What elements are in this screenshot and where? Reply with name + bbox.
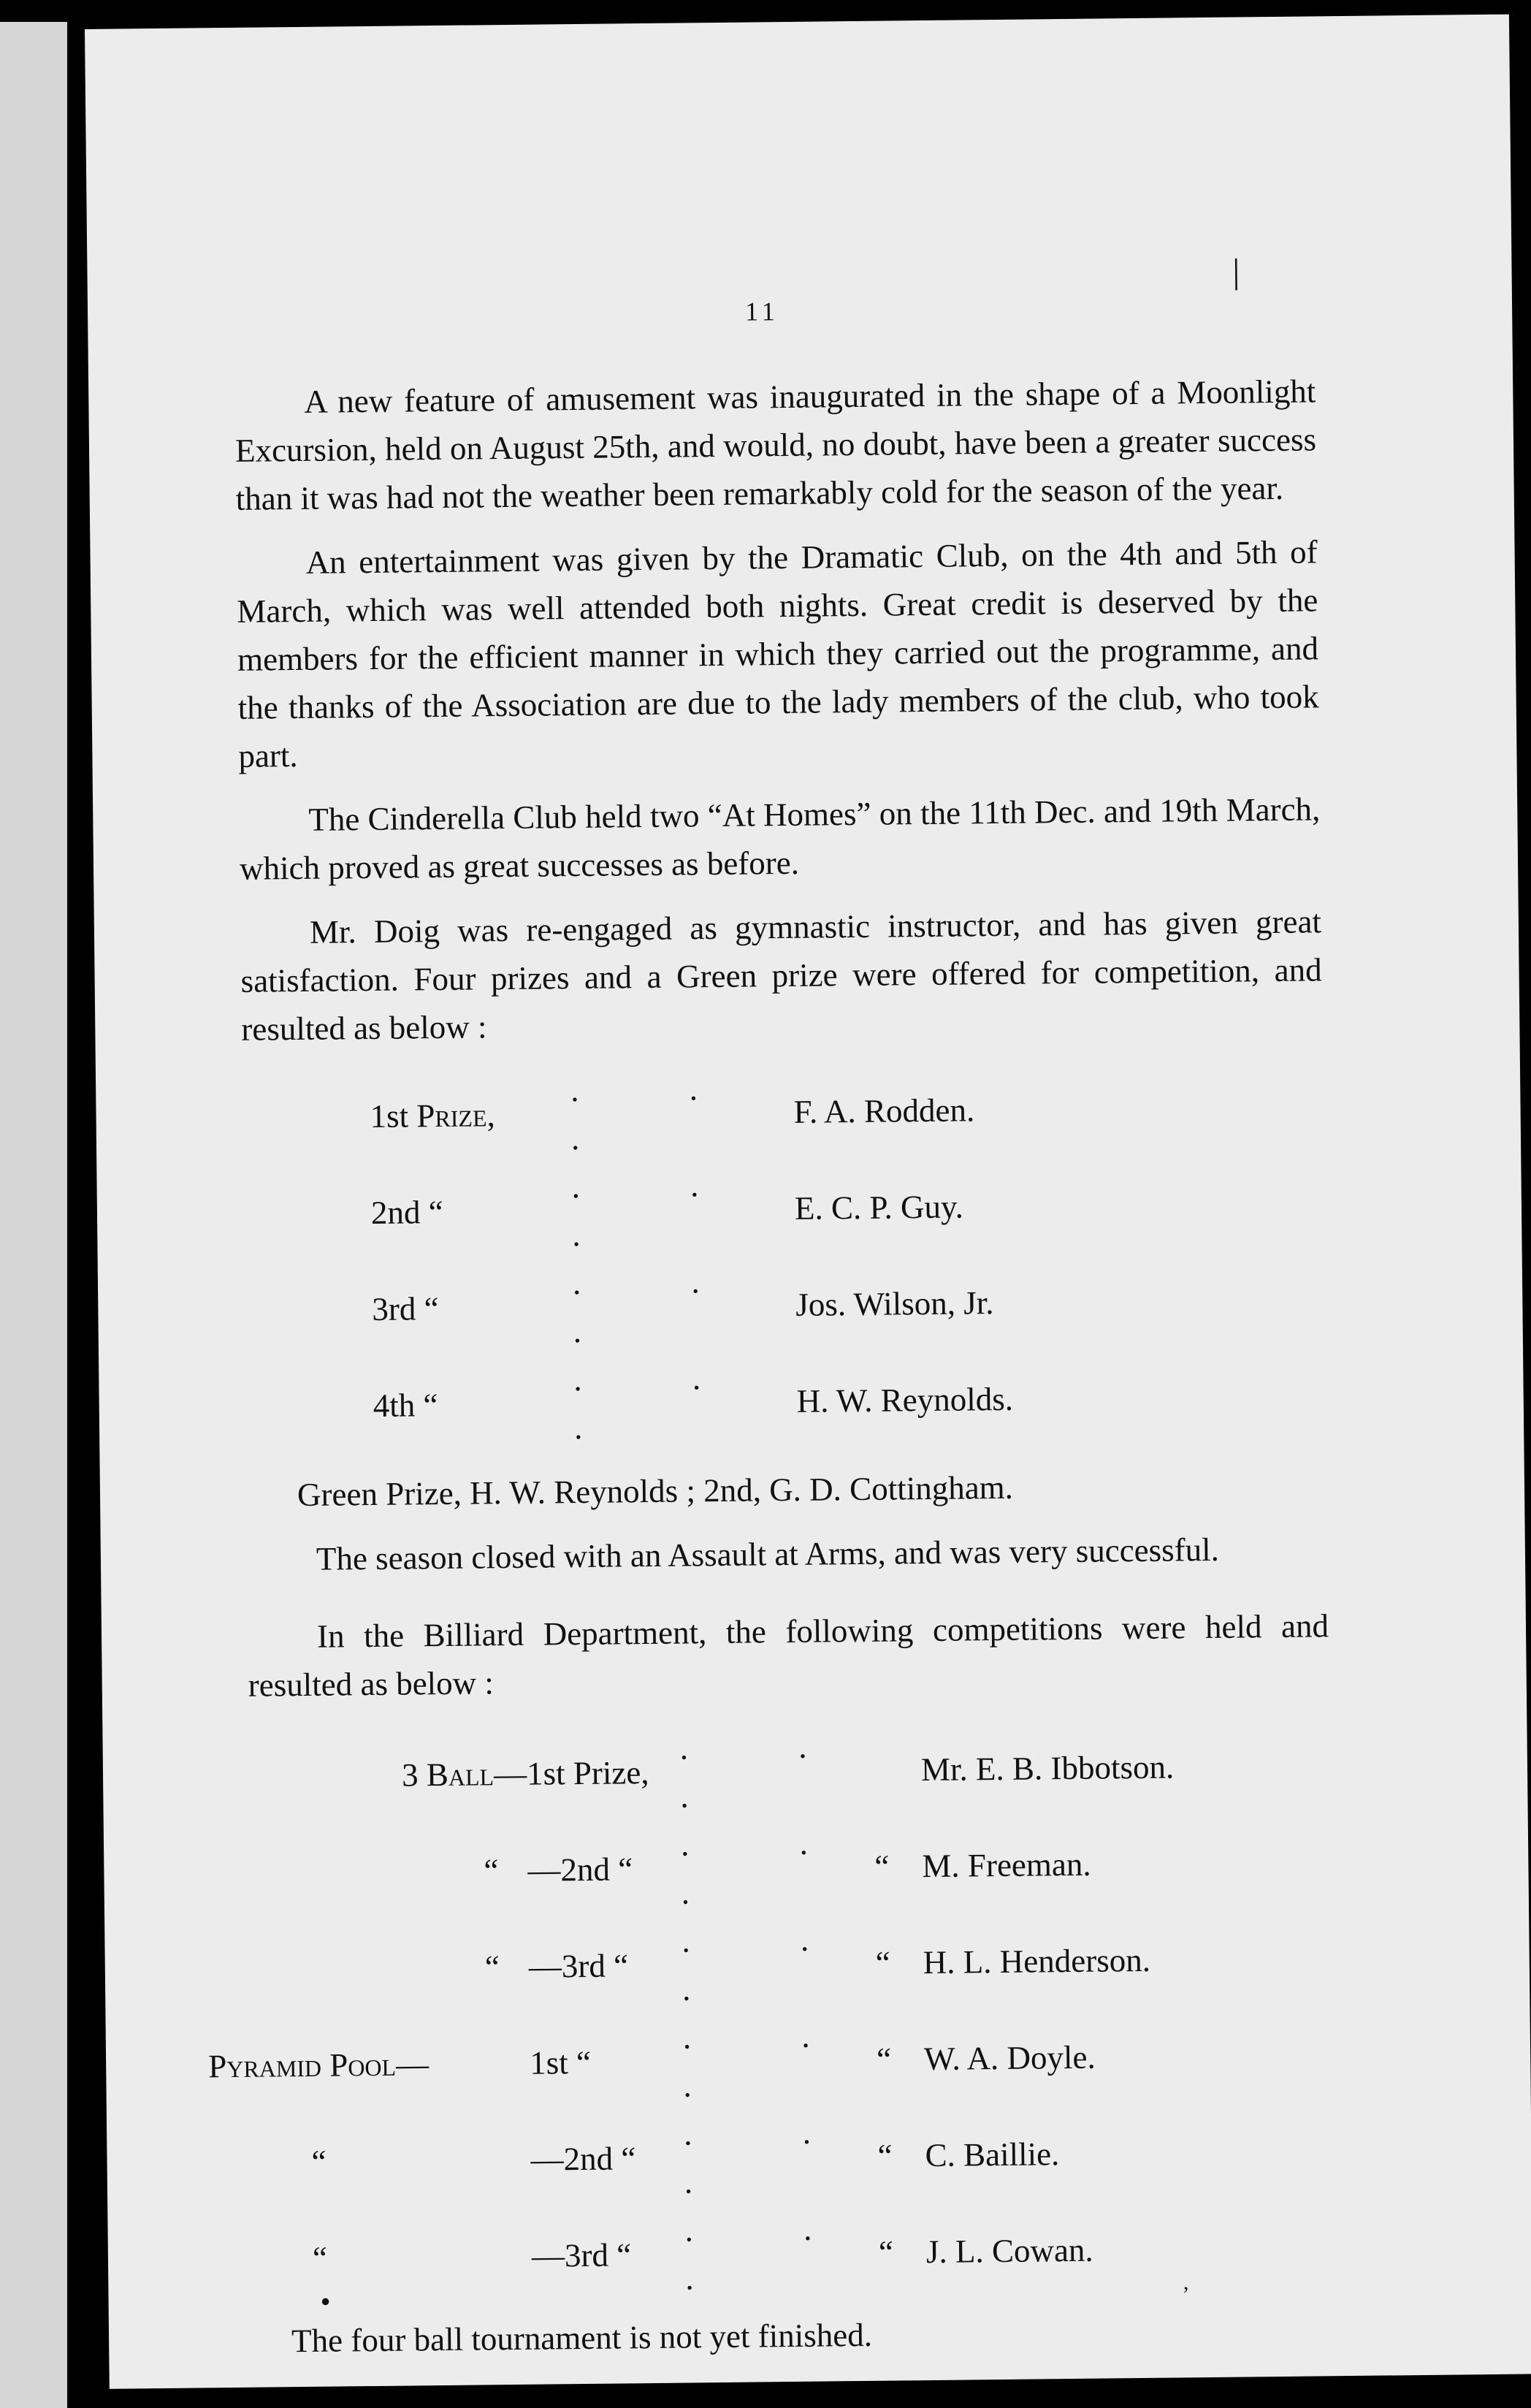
billiard-category: “	[484, 1852, 499, 1889]
leader-dots: . . .	[573, 1359, 752, 1447]
ditto-mark: “	[878, 2233, 894, 2271]
stray-mark-tick: ’	[1182, 2282, 1190, 2307]
prize-label: “	[428, 1193, 443, 1231]
billiard-category: “	[311, 2143, 327, 2180]
billiard-place: —3rd “	[531, 2236, 632, 2274]
paragraph-dramatic-club: An entertainment was given by the Dramatic Club, on the 4th and 5th of March, which was well attended both nights. Great credit is deserved by the members for the efficient manner in which they carried out the programme, and the thanks of the Association are due to the lady members of the club, who took part.	[237, 533, 1319, 774]
leader-dots: . . .	[679, 1728, 858, 1815]
stray-mark-dot: •	[320, 2285, 331, 2318]
billiard-winner: J. L. Cowan.	[925, 2231, 1093, 2271]
paragraph-four-ball: The four ball tournament is not yet finished.	[291, 2316, 873, 2360]
billiard-winner: H. L. Henderson.	[923, 1941, 1151, 1981]
gymnastic-prize-list	[370, 1062, 1014, 1454]
stray-mark-top: │	[1226, 259, 1246, 289]
leader-dots: . . .	[683, 2114, 863, 2201]
billiard-category: Pyramid Pool—	[207, 2046, 429, 2085]
billiard-place: 1st “	[529, 2043, 592, 2081]
paragraph-cinderella-club: The Cinderella Club held two “At Homes” on the 11th Dec. and 19th March, which proved as great successes as before.	[239, 790, 1321, 887]
prize-winner: E. C. P. Guy.	[794, 1188, 964, 1227]
ditto-mark: “	[875, 1944, 891, 1981]
paragraph-gymnastics: Mr. Doig was re-engaged as gymnastic instructor, and has given great satisfaction. Four prizes and a Green prize were offered for competition, and resulted as below :	[240, 903, 1322, 1048]
billiard-place: —2nd “	[530, 2140, 636, 2178]
prize-place: 4th	[373, 1387, 416, 1424]
prize-winner: Jos. Wilson, Jr.	[795, 1284, 994, 1323]
leader-dots: . . .	[571, 1166, 750, 1254]
paragraph-billiard-intro: In the Billiard Department, the following competitions were held and resulted as below :	[248, 1607, 1329, 1704]
prize-place: 3rd	[372, 1290, 416, 1327]
billiard-place: —2nd “	[527, 1851, 633, 1889]
list-item	[372, 1254, 1013, 1357]
list-item	[370, 1158, 1012, 1261]
list-item	[209, 2104, 1179, 2211]
prize-winner: F. A. Rodden.	[793, 1091, 975, 1130]
leader-dots: . . .	[681, 1921, 860, 2008]
ditto-mark: “	[876, 2041, 892, 2078]
leader-dots: . . .	[572, 1262, 752, 1350]
leader-dots: . . .	[680, 1824, 860, 1911]
page-number: 11	[744, 297, 779, 327]
prize-place: 2nd	[370, 1194, 421, 1231]
list-item	[207, 1912, 1177, 2019]
billiard-winner: M. Freeman.	[922, 1845, 1091, 1885]
billiard-category: “	[484, 1948, 500, 1986]
billiard-results-list	[205, 1719, 1180, 2308]
page-body	[207, 367, 1337, 2381]
leader-dots: . . .	[570, 1070, 749, 1157]
prize-winner: H. W. Reynolds.	[796, 1380, 1014, 1420]
leader-dots: . . .	[682, 2017, 861, 2104]
document-page	[85, 15, 1531, 2389]
billiard-place: 1st Prize,	[526, 1754, 649, 1792]
facing-page-edge	[0, 22, 67, 2408]
ditto-mark	[873, 1721, 921, 1818]
list-item	[206, 1815, 1176, 1922]
billiard-winner: W. A. Doyle.	[923, 2038, 1096, 2078]
paragraph-moonlight-excursion: A new feature of amusement was inaugurated in the shape of a Moonlight Excursion, held on August 25th, and would, no doubt, have been a greater success than it was had not the weather been remarkably cold for the season of the year.	[234, 373, 1317, 517]
prize-label: Prize,	[416, 1097, 495, 1135]
paragraph-season-closed: The season closed with an Assault at Arms, and was very successful.	[316, 1531, 1220, 1577]
prize-label: “	[424, 1290, 439, 1327]
ditto-mark: “	[874, 1848, 890, 1885]
list-item	[205, 1719, 1175, 1826]
billiard-winner: C. Baillie.	[925, 2135, 1060, 2174]
billiard-category: “	[312, 2239, 328, 2276]
billiard-winner: Mr. E. B. Ibbotson.	[920, 1748, 1175, 1788]
leader-dots: . . .	[684, 2210, 863, 2297]
billiard-place: —3rd “	[528, 1947, 629, 1985]
paragraph-green-prize: Green Prize, H. W. Reynolds ; 2nd, G. D. Cottingham.	[297, 1468, 1014, 1514]
billiard-category: 3 Ball—	[401, 1755, 527, 1794]
ditto-mark: “	[877, 2137, 893, 2174]
list-item	[208, 2008, 1178, 2114]
prize-label: “	[423, 1387, 438, 1424]
list-item	[373, 1351, 1014, 1454]
prize-place: 1st	[370, 1097, 409, 1135]
list-item	[210, 2201, 1180, 2307]
list-item	[370, 1062, 1011, 1165]
